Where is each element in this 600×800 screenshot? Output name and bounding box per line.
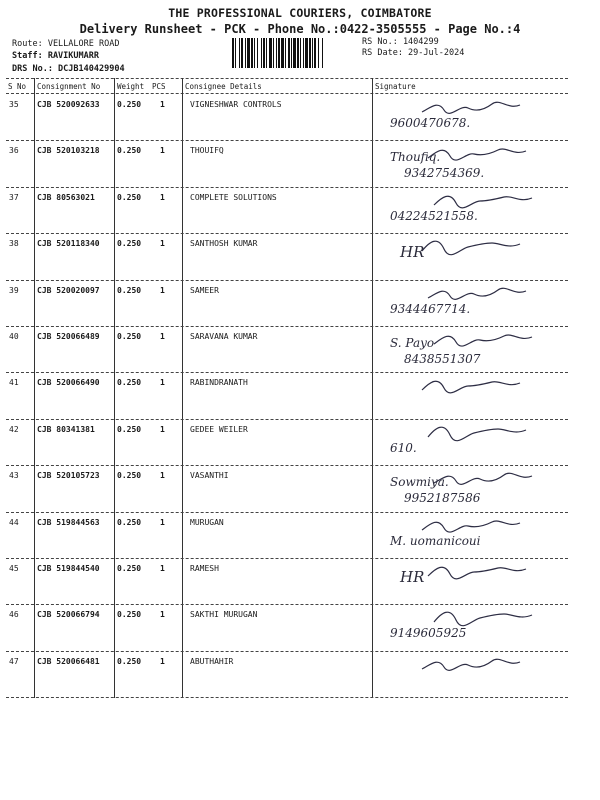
row-weight: 0.250 (117, 285, 142, 295)
col-header-sno: S No (8, 82, 27, 91)
row-consignment-no: CJB 520092633 (37, 100, 100, 109)
handwritten-signature (432, 467, 552, 489)
row-weight: 0.250 (117, 192, 142, 202)
handwritten-signature (426, 142, 546, 164)
row-pcs: 1 (160, 332, 165, 341)
row-sno: 35 (9, 100, 19, 109)
col-header-signature: Signature (375, 82, 416, 91)
row-pcs: 1 (160, 285, 165, 295)
handwritten-signature (420, 374, 540, 396)
row-consignee: SARAVANA KUMAR (190, 332, 258, 341)
row-signature-text: 9344467714. (390, 301, 471, 316)
row-pcs: 1 (160, 100, 165, 109)
row-pcs: 1 (160, 239, 165, 249)
row-divider (6, 280, 568, 281)
row-consignee: SAMEER (190, 285, 219, 295)
row-signature-text: S. Payo (390, 336, 435, 350)
header-bottom-rule (6, 93, 568, 94)
row-sno: 44 (9, 517, 19, 527)
row-weight: 0.250 (117, 564, 142, 573)
company-title: THE PROFESSIONAL COURIERS, COIMBATORE (168, 6, 432, 20)
handwritten-signature (420, 514, 540, 536)
row-weight: 0.250 (117, 100, 142, 109)
row-divider (6, 326, 568, 327)
row-weight: 0.250 (117, 517, 142, 527)
col-header-weight: Weight (117, 82, 145, 91)
row-consignee: SANTHOSH KUMAR (190, 239, 258, 249)
row-signature-text: HR (400, 243, 425, 262)
row-weight: 0.250 (117, 239, 142, 249)
row-pcs: 1 (160, 192, 165, 202)
route-label: Route: VELLALORE ROAD (12, 39, 120, 49)
row-consignee: COMPLETE SOLUTIONS (190, 192, 277, 202)
row-signature-text: 9952187586 (404, 491, 481, 506)
row-divider (6, 233, 568, 234)
barcode (232, 38, 352, 68)
row-signature-text: 9149605925 (390, 626, 467, 641)
row-sno: 46 (9, 610, 19, 620)
row-weight: 0.250 (117, 471, 142, 481)
handwritten-signature (432, 189, 552, 211)
row-divider (6, 419, 568, 420)
row-weight: 0.250 (117, 378, 142, 388)
row-sno: 36 (9, 146, 19, 156)
row-pcs: 1 (160, 517, 165, 527)
row-signature-text: 610. (390, 440, 417, 455)
row-signature-text: 04224521558. (390, 208, 478, 223)
row-divider (6, 512, 568, 513)
row-pcs: 1 (160, 378, 165, 388)
row-divider (6, 187, 568, 188)
row-weight: 0.250 (117, 424, 142, 434)
row-consignee: VASANTHI (190, 471, 229, 481)
row-consignee: VIGNESHWAR CONTROLS (190, 100, 282, 109)
staff-label: Staff: RAVIKUMARR (12, 51, 99, 61)
row-pcs: 1 (160, 610, 165, 620)
row-weight: 0.250 (117, 332, 142, 341)
row-divider (6, 372, 568, 373)
row-sno: 40 (9, 332, 19, 341)
row-signature-text: 8438551307 (404, 352, 481, 366)
col-header-pcs: PCS (152, 82, 166, 91)
row-sno: 38 (9, 239, 19, 249)
row-consignment-no: CJB 520066489 (37, 332, 100, 341)
col-header-consignment: Consignment No (37, 82, 101, 91)
row-signature-text: Sowmiya. (390, 475, 449, 490)
row-consignee: RABINDRANATH (190, 378, 248, 388)
row-consignee: GEDEE WEILER (190, 424, 248, 434)
handwritten-signature (426, 282, 546, 304)
row-signature-text: M. uomanicoui (390, 533, 481, 548)
row-weight: 0.250 (117, 146, 142, 156)
row-sno: 41 (9, 378, 19, 388)
row-weight: 0.250 (117, 656, 142, 666)
row-consignment-no: CJB 519844563 (37, 517, 100, 527)
row-pcs: 1 (160, 424, 165, 434)
handwritten-signature (432, 328, 552, 350)
rs-date: RS Date: 29-Jul-2024 (362, 48, 465, 58)
row-sno: 39 (9, 285, 19, 295)
header-top-rule (6, 78, 568, 79)
row-consignee: SAKTHI MURUGAN (190, 610, 258, 620)
row-consignment-no: CJB 80563021 (37, 192, 95, 202)
row-divider (6, 697, 568, 698)
handwritten-signature (420, 96, 540, 118)
handwritten-signature (432, 606, 552, 628)
row-sno: 37 (9, 192, 19, 202)
row-signature-text: 9342754369. (404, 166, 485, 181)
row-divider (6, 651, 568, 652)
row-divider (6, 604, 568, 605)
row-consignment-no: CJB 520105723 (37, 471, 100, 481)
row-sno: 42 (9, 424, 19, 434)
row-consignment-no: CJB 519844540 (37, 564, 100, 573)
row-consignee: ABUTHAHIR (190, 656, 234, 666)
row-sno: 45 (9, 564, 19, 573)
row-consignment-no: CJB 520066794 (37, 610, 100, 620)
row-weight: 0.250 (117, 610, 142, 620)
row-consignment-no: CJB 520066481 (37, 656, 100, 666)
row-consignment-no: CJB 80341381 (37, 424, 95, 434)
row-consignment-no: CJB 520118340 (37, 239, 100, 249)
drs-number: DRS No.: DCJB140429904 (12, 64, 125, 74)
row-consignee: MURUGAN (190, 517, 224, 527)
row-pcs: 1 (160, 471, 165, 481)
handwritten-signature (426, 421, 546, 443)
row-divider (6, 465, 568, 466)
row-sno: 47 (9, 656, 19, 666)
row-signature-text: Thoufiq. (390, 150, 441, 165)
row-divider (6, 140, 568, 141)
row-consignee: THOUIFQ (190, 146, 224, 156)
row-sno: 43 (9, 471, 19, 481)
row-pcs: 1 (160, 564, 165, 573)
row-consignment-no: CJB 520066490 (37, 378, 100, 388)
row-signature-text: 9600470678. (390, 116, 471, 130)
handwritten-signature (420, 653, 540, 675)
col-header-consignee: Consignee Details (185, 82, 262, 91)
handwritten-signature (426, 560, 546, 582)
rs-number: RS No.: 1404299 (362, 37, 439, 47)
row-consignment-no: CJB 520020097 (37, 285, 100, 295)
row-divider (6, 558, 568, 559)
row-pcs: 1 (160, 146, 165, 156)
row-signature-text: HR (400, 568, 425, 586)
runsheet-subtitle: Delivery Runsheet - PCK - Phone No.:0422-3505555 - Page No.:4 (79, 22, 521, 36)
row-consignee: RAMESH (190, 564, 219, 573)
handwritten-signature (420, 235, 540, 257)
row-pcs: 1 (160, 656, 165, 666)
row-consignment-no: CJB 520103218 (37, 146, 100, 156)
